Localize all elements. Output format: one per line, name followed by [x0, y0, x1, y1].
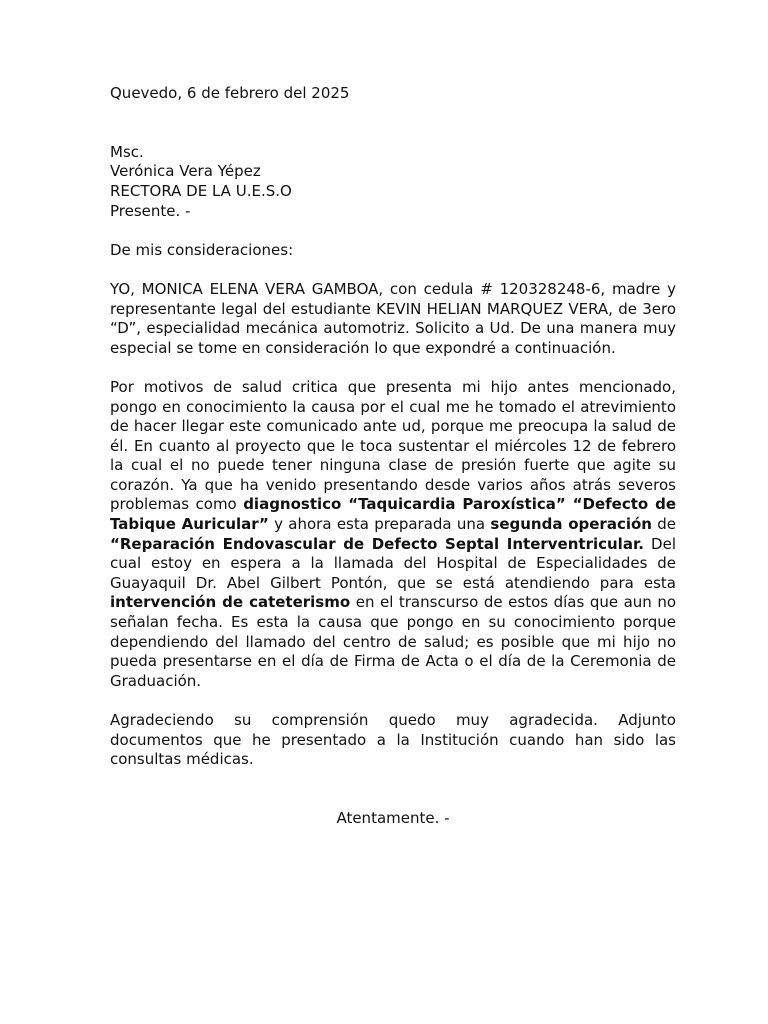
- spacer: [110, 221, 676, 241]
- paragraph-medical-reason: [110, 378, 676, 692]
- bold-diagnosis: diagnostico “Taquicardia Paroxística” “Defecto de Tabique Auricular”: [110, 495, 676, 534]
- bold-procedure: “Reparación Endovascular de Defecto Septal Interventricular.: [110, 534, 644, 553]
- letter-page: [110, 84, 676, 829]
- paragraph-intro: YO, MONICA ELENA VERA GAMBOA, con cedula # 120328248-6, madre y representante legal del estudiante KEVIN HELIAN MARQUEZ VERA, de 3ero “D”, especialidad mecánica automotriz. Solicito a Ud. De una manera muy especial se tome en consideración lo que expondré a continuación.: [110, 279, 676, 357]
- bold-catheterization: intervención de cateterismo: [110, 593, 351, 612]
- paragraph-text: en el transcurso de estos días que aun no señalan fecha. Es esta la causa que pongo en su conocimiento porque dependiendo del llamado del centro de salud; es posible que mi hijo no pueda presentarse en el día de Firma de Acta o el día de la Ceremonia de Graduación.: [110, 593, 677, 690]
- recipient-position: RECTORA DE LA U.E.S.O: [110, 181, 292, 200]
- spacer: [110, 691, 676, 711]
- spacer: [110, 260, 676, 280]
- paragraph-text: Por motivos de salud critica que presenta mi hijo antes mencionado, pongo en conocimiento la causa por el cual me he tomado el atrevimiento de hacer llegar este comunicado ante ud, porque me preocupa la salud de él. En cuanto al proyecto que le toca sustentar el miércoles 12 de febrero la cual el no puede tener ninguna clase de presión fuerte que agite su corazón. Ya que ha venido presentando desde varios años atrás severos problemas como: [110, 377, 676, 514]
- paragraph-thanks: Agradeciendo su comprensión quedo muy agradecida. Adjunto documentos que he presentado a la Institución cuando han sido las consultas médicas.: [110, 711, 676, 769]
- place-date: Quevedo, 6 de febrero del 2025: [110, 84, 350, 102]
- spacer: [110, 104, 676, 143]
- paragraph-text: Del cual estoy en espera a la llamada del Hospital de Especialidades de Guayaquil Dr. Abel Gilbert Pontón, que se está atendiendo para esta: [110, 534, 677, 592]
- closing: Atentamente. -: [336, 808, 450, 827]
- spacer: [110, 770, 676, 809]
- paragraph-text: y ahora esta preparada una: [268, 515, 491, 534]
- recipient-presente: Presente. -: [110, 201, 191, 220]
- bold-second-operation: segunda operación: [490, 515, 652, 534]
- recipient-name: Verónica Vera Yépez: [110, 162, 261, 181]
- spacer: [110, 358, 676, 378]
- paragraph-text: de: [651, 515, 677, 534]
- greeting: De mis consideraciones:: [110, 240, 294, 259]
- recipient-title: Msc.: [110, 142, 144, 161]
